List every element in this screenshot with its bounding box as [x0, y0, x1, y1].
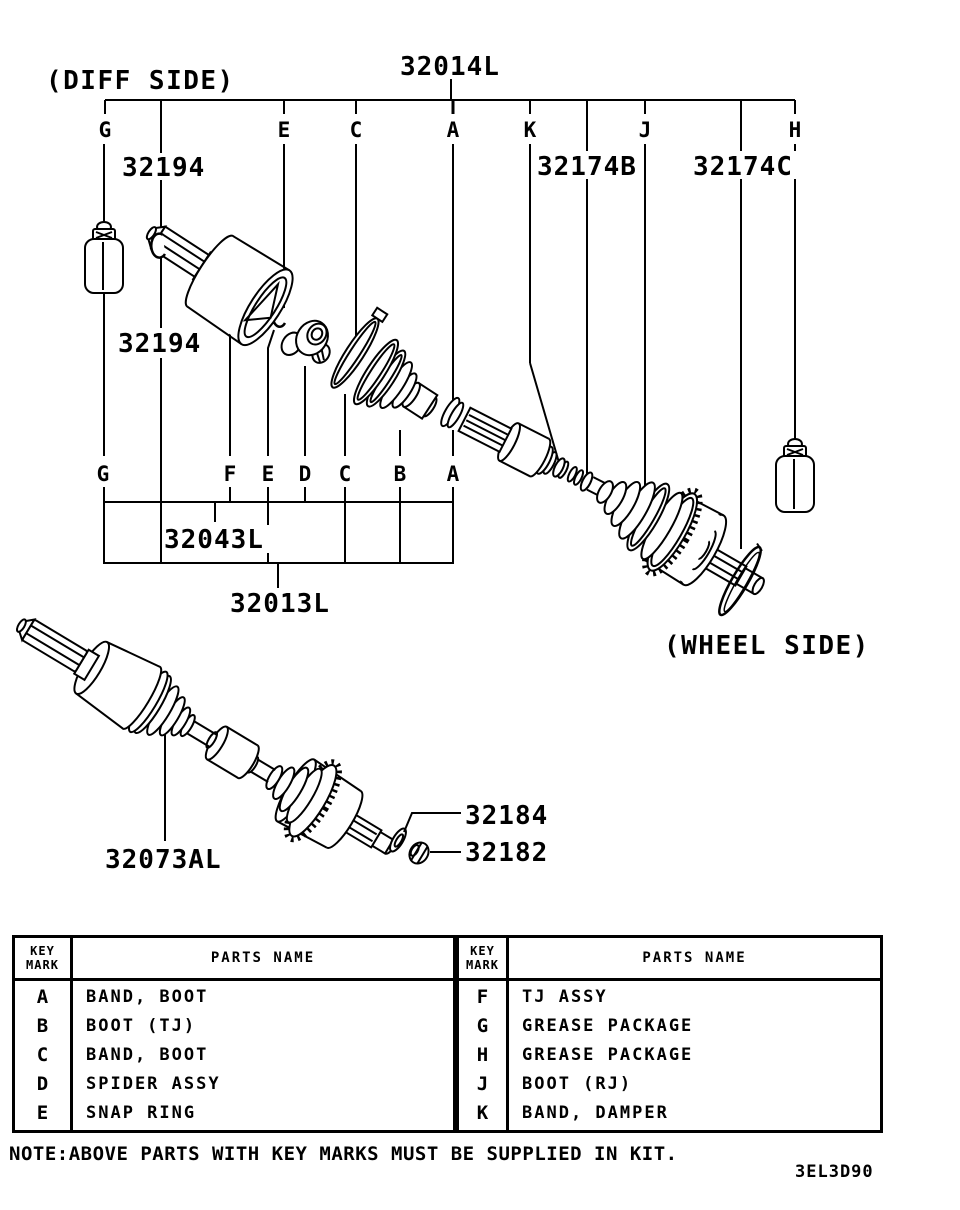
part-name-cell: SPIDER ASSY	[86, 1074, 221, 1094]
key-cell: D	[36, 1073, 49, 1095]
part-name-cell: GREASE PACKAGE	[522, 1045, 694, 1065]
nut-drawing	[406, 839, 433, 867]
grease-package-h-drawing	[776, 439, 814, 512]
key-cell: G	[476, 1015, 489, 1037]
leader-lines	[103, 79, 795, 841]
part-name-cell: SNAP RING	[86, 1103, 197, 1123]
part-number-32184: 32184	[465, 801, 549, 831]
grease-package-g-drawing	[85, 222, 123, 293]
key-mark-top-g: G	[98, 118, 112, 142]
parts-table-left	[12, 935, 456, 1133]
key-cell: K	[476, 1102, 489, 1124]
key-mark-top-c: C	[349, 118, 363, 142]
key-mark-header	[459, 938, 509, 978]
parts-name-header: PARTS NAME	[642, 950, 747, 966]
key-cell: C	[36, 1044, 49, 1066]
part-number-32013l: 32013L	[230, 589, 330, 619]
part-name-cell: BAND, BOOT	[86, 987, 209, 1007]
key-cell: F	[476, 986, 489, 1008]
key-mark-top-k: K	[523, 118, 537, 142]
part-number-32194-lower: 32194	[118, 329, 202, 359]
part-number-32043l: 32043L	[164, 525, 264, 555]
part-name-cell: BAND, DAMPER	[522, 1103, 669, 1123]
part-number-32014l: 32014L	[400, 52, 500, 82]
key-header-line1: KEY	[30, 944, 55, 958]
key-header-line1: KEY	[470, 944, 495, 958]
wheel-side-label: (WHEEL SIDE)	[664, 631, 870, 661]
key-cell: H	[476, 1044, 489, 1066]
key-cell: A	[36, 986, 49, 1008]
key-mark-bottom-d: D	[298, 462, 312, 486]
key-mark-top-a: A	[446, 118, 460, 142]
key-mark-bottom-b: B	[393, 462, 407, 486]
part-name-cell: BOOT (TJ)	[86, 1016, 197, 1036]
key-cell: B	[36, 1015, 49, 1037]
snap-ring-32194-drawing	[151, 234, 165, 258]
part-name-cell: BAND, BOOT	[86, 1045, 209, 1065]
key-mark-bottom-f: F	[223, 462, 237, 486]
name-column	[509, 981, 880, 1130]
part-name-cell: GREASE PACKAGE	[522, 1016, 694, 1036]
note-text: NOTE:ABOVE PARTS WITH KEY MARKS MUST BE SUPPLIED IN KIT.	[9, 1143, 678, 1165]
label-backings	[114, 151, 799, 553]
key-cell: J	[476, 1073, 489, 1095]
key-column	[459, 981, 509, 1130]
parts-table-right-header	[459, 938, 880, 981]
diff-side-label: (DIFF SIDE)	[46, 66, 235, 96]
part-number-32073al: 32073AL	[105, 845, 222, 875]
name-column	[73, 981, 453, 1130]
key-mark-bottom-e: E	[261, 462, 275, 486]
key-mark-header	[15, 938, 73, 978]
key-mark-top-h: H	[788, 118, 802, 142]
part-name-cell: TJ ASSY	[522, 987, 608, 1007]
part-number-32182: 32182	[465, 838, 549, 868]
part-number-32174c: 32174C	[693, 152, 793, 182]
key-column	[15, 981, 73, 1130]
key-mark-bottom-a: A	[446, 462, 460, 486]
parts-table-left-header	[15, 938, 453, 981]
key-mark-top-j: J	[638, 118, 652, 142]
key-mark-bottom-g: G	[96, 462, 110, 486]
drawing-code: 3EL3D90	[795, 1162, 874, 1182]
part-number-32194-upper: 32194	[122, 153, 206, 183]
dynamic-damper-and-shaft	[455, 401, 617, 511]
parts-name-header: PARTS NAME	[210, 950, 316, 966]
parts-table-right	[456, 935, 883, 1133]
key-header-line2: MARK	[466, 958, 499, 972]
spider-assy-drawing	[277, 310, 341, 374]
key-mark-bottom-c: C	[338, 462, 352, 486]
key-mark-top-e: E	[277, 118, 291, 142]
key-cell: E	[36, 1102, 49, 1124]
part-number-32174b: 32174B	[537, 152, 637, 182]
key-header-line2: MARK	[26, 958, 59, 972]
driveshaft-assembly-drawing	[0, 586, 415, 886]
part-name-cell: BOOT (RJ)	[522, 1074, 633, 1094]
